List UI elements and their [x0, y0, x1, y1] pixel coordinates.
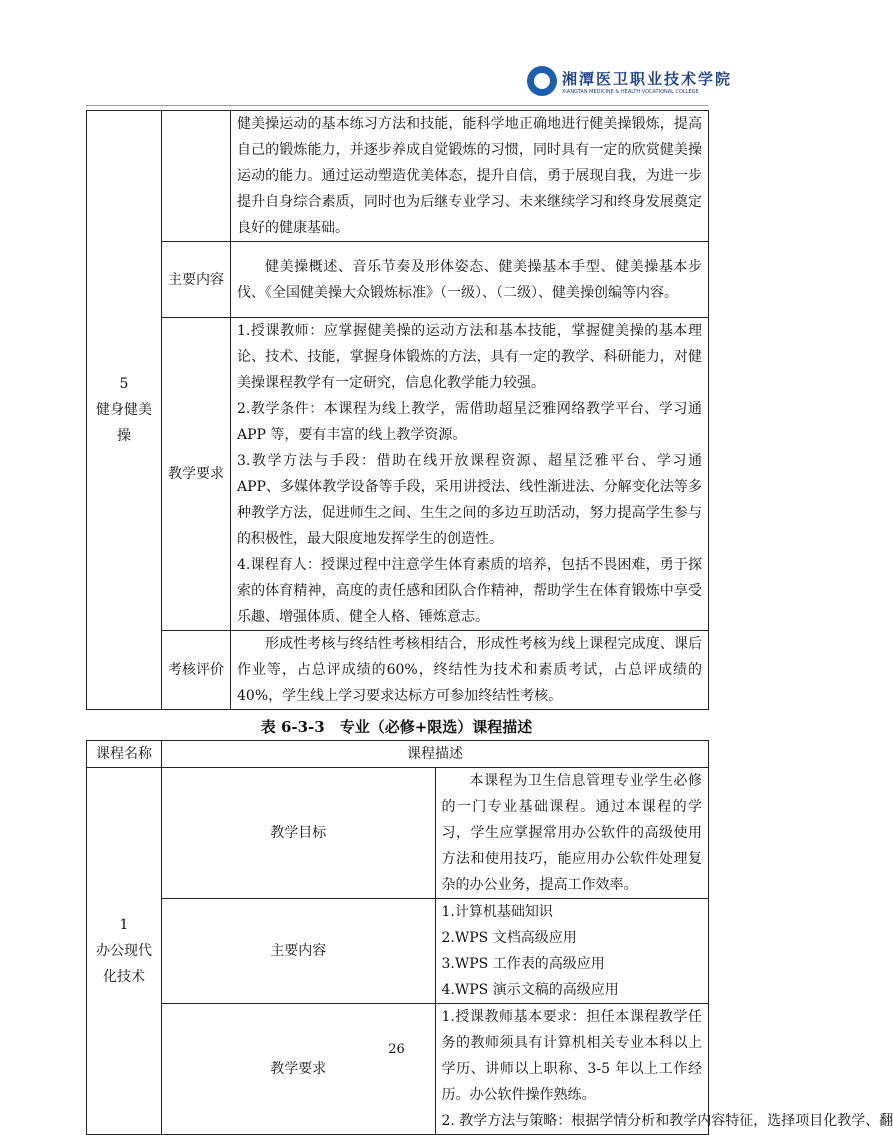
logo-en: XIANGTAN MEDICINE & HEALTH VOCATIONAL COLLEGE: [562, 88, 699, 95]
table-row: [87, 899, 709, 1004]
college-emblem-icon: [527, 66, 557, 96]
table-header-row: [87, 741, 709, 768]
course-description-table: [86, 740, 893, 1135]
content-label: 主要内容: [162, 899, 436, 1004]
requirements-label: 教学要求: [162, 318, 231, 631]
logo-cn: 湘潭医卫职业技术学院: [562, 69, 733, 88]
table-caption: 表 6-3-3 专业（必修+限选）课程描述: [260, 718, 533, 736]
table-row: [87, 1004, 709, 1135]
course-no: 1: [119, 917, 129, 933]
evaluation-label: 考核评价: [162, 631, 231, 710]
requirement-item: 1.授课教师基本要求：担任本课程教学任务的教师须具有计算机相关专业本科以上学历、讲师以上职称、3-5 年以上工作经历。办公软件操作熟练。: [441, 1009, 702, 1103]
course-cell: [87, 111, 162, 710]
requirement-item: 2. 教学方法与策略：根据学情分析和教学内容特征，选择项目化教学、翻: [441, 1113, 893, 1129]
table-row: [87, 242, 709, 318]
table-row: [87, 768, 709, 899]
content-item: 3.WPS 工作表的高级应用: [441, 956, 605, 972]
content-text: 健美操概述、音乐节奏及形体姿态、健美操基本手型、健美操基本步伐、《全国健美操大众锻炼标准》（一级）、（二级）、健美操创编等内容。: [237, 258, 702, 301]
page-number: 26: [388, 1042, 405, 1057]
requirement-item: 4.课程育人：授课过程中注意学生体育素质的培养，包括不畏困难，勇于探索的体育精神，高度的责任感和团队合作精神，帮助学生在体育锻炼中享受乐趣、增强体质、健全人格、锤炼意志。: [237, 557, 702, 625]
course-no: 5: [119, 376, 129, 392]
objective-text: 健美操运动的基本练习方法和技能，能科学地正确地进行健美操锻炼，提高自己的锻炼能力，并逐步养成自觉锻炼的习惯，同时具有一定的欣赏健美操运动的能力。通过运动塑造优美体态，提升自信，勇于展现自我，为进一步提升自身综合素质，同时也为后继专业学习、未来继续学习和终身发展奠定良好的健康基础。: [237, 116, 702, 236]
content-item: 4.WPS 演示文稿的高级应用: [441, 982, 619, 998]
objective-label: 教学目标: [162, 768, 436, 899]
content-item: 1.计算机基础知识: [441, 904, 553, 920]
requirements-label: 教学要求: [162, 1004, 436, 1135]
header-course-desc: 课程描述: [162, 741, 709, 768]
course-name: 健身健美操: [96, 402, 152, 444]
table-row: [87, 631, 709, 710]
content-item: 2.WPS 文档高级应用: [441, 930, 577, 946]
table-row: [87, 318, 709, 631]
requirement-item: 2.教学条件：本课程为线上教学，需借助超星泛雅网络教学平台、学习通 APP 等，要有丰富的线上教学资源。: [237, 401, 702, 443]
course-cell: [87, 768, 162, 1135]
college-logo: [527, 66, 732, 96]
header-course-name: 课程名称: [87, 741, 162, 768]
objective-cell: [231, 111, 709, 242]
requirement-item: 3.教学方法与手段：借助在线开放课程资源、超星泛雅平台、学习通 APP、多媒体教学设备等手段，采用讲授法、线性渐进法、分解变化法等多种教学方法，促进师生之间、生生之间的多边互助活动，努力提高学生参与的积极性，最大限度地发挥学生的创造性。: [237, 453, 702, 547]
objective-text: 本课程为卫生信息管理专业学生必修的一门专业基础课程。通过本课程的学习，学生应掌握常用办公软件的高级使用方法和使用技巧，能应用办公软件处理复杂的办公业务，提高工作效率。: [441, 773, 702, 893]
course-name: 办公现代化技术: [96, 943, 152, 985]
label-cell: [162, 111, 231, 242]
evaluation-text: 形成性考核与终结性考核相结合，形成性考核为线上课程完成度、课后作业等，占总评成绩的60%，终结性为技术和素质考试，占总评成绩的40%，学生线上学习要求达标方可参加终结性考核。: [237, 636, 702, 704]
content-label: 主要内容: [162, 242, 231, 318]
requirement-item: 1.授课教师：应掌握健美操的运动方法和基本技能，掌握健美操的基本理论、技术、技能，掌握身体锻炼的方法，具有一定的教学、科研能力，对健美操课程教学有一定研究，信息化教学能力较强。: [237, 323, 702, 391]
table-row: [87, 111, 709, 242]
course-table-continued: [86, 110, 709, 710]
header-rule: [86, 105, 708, 106]
